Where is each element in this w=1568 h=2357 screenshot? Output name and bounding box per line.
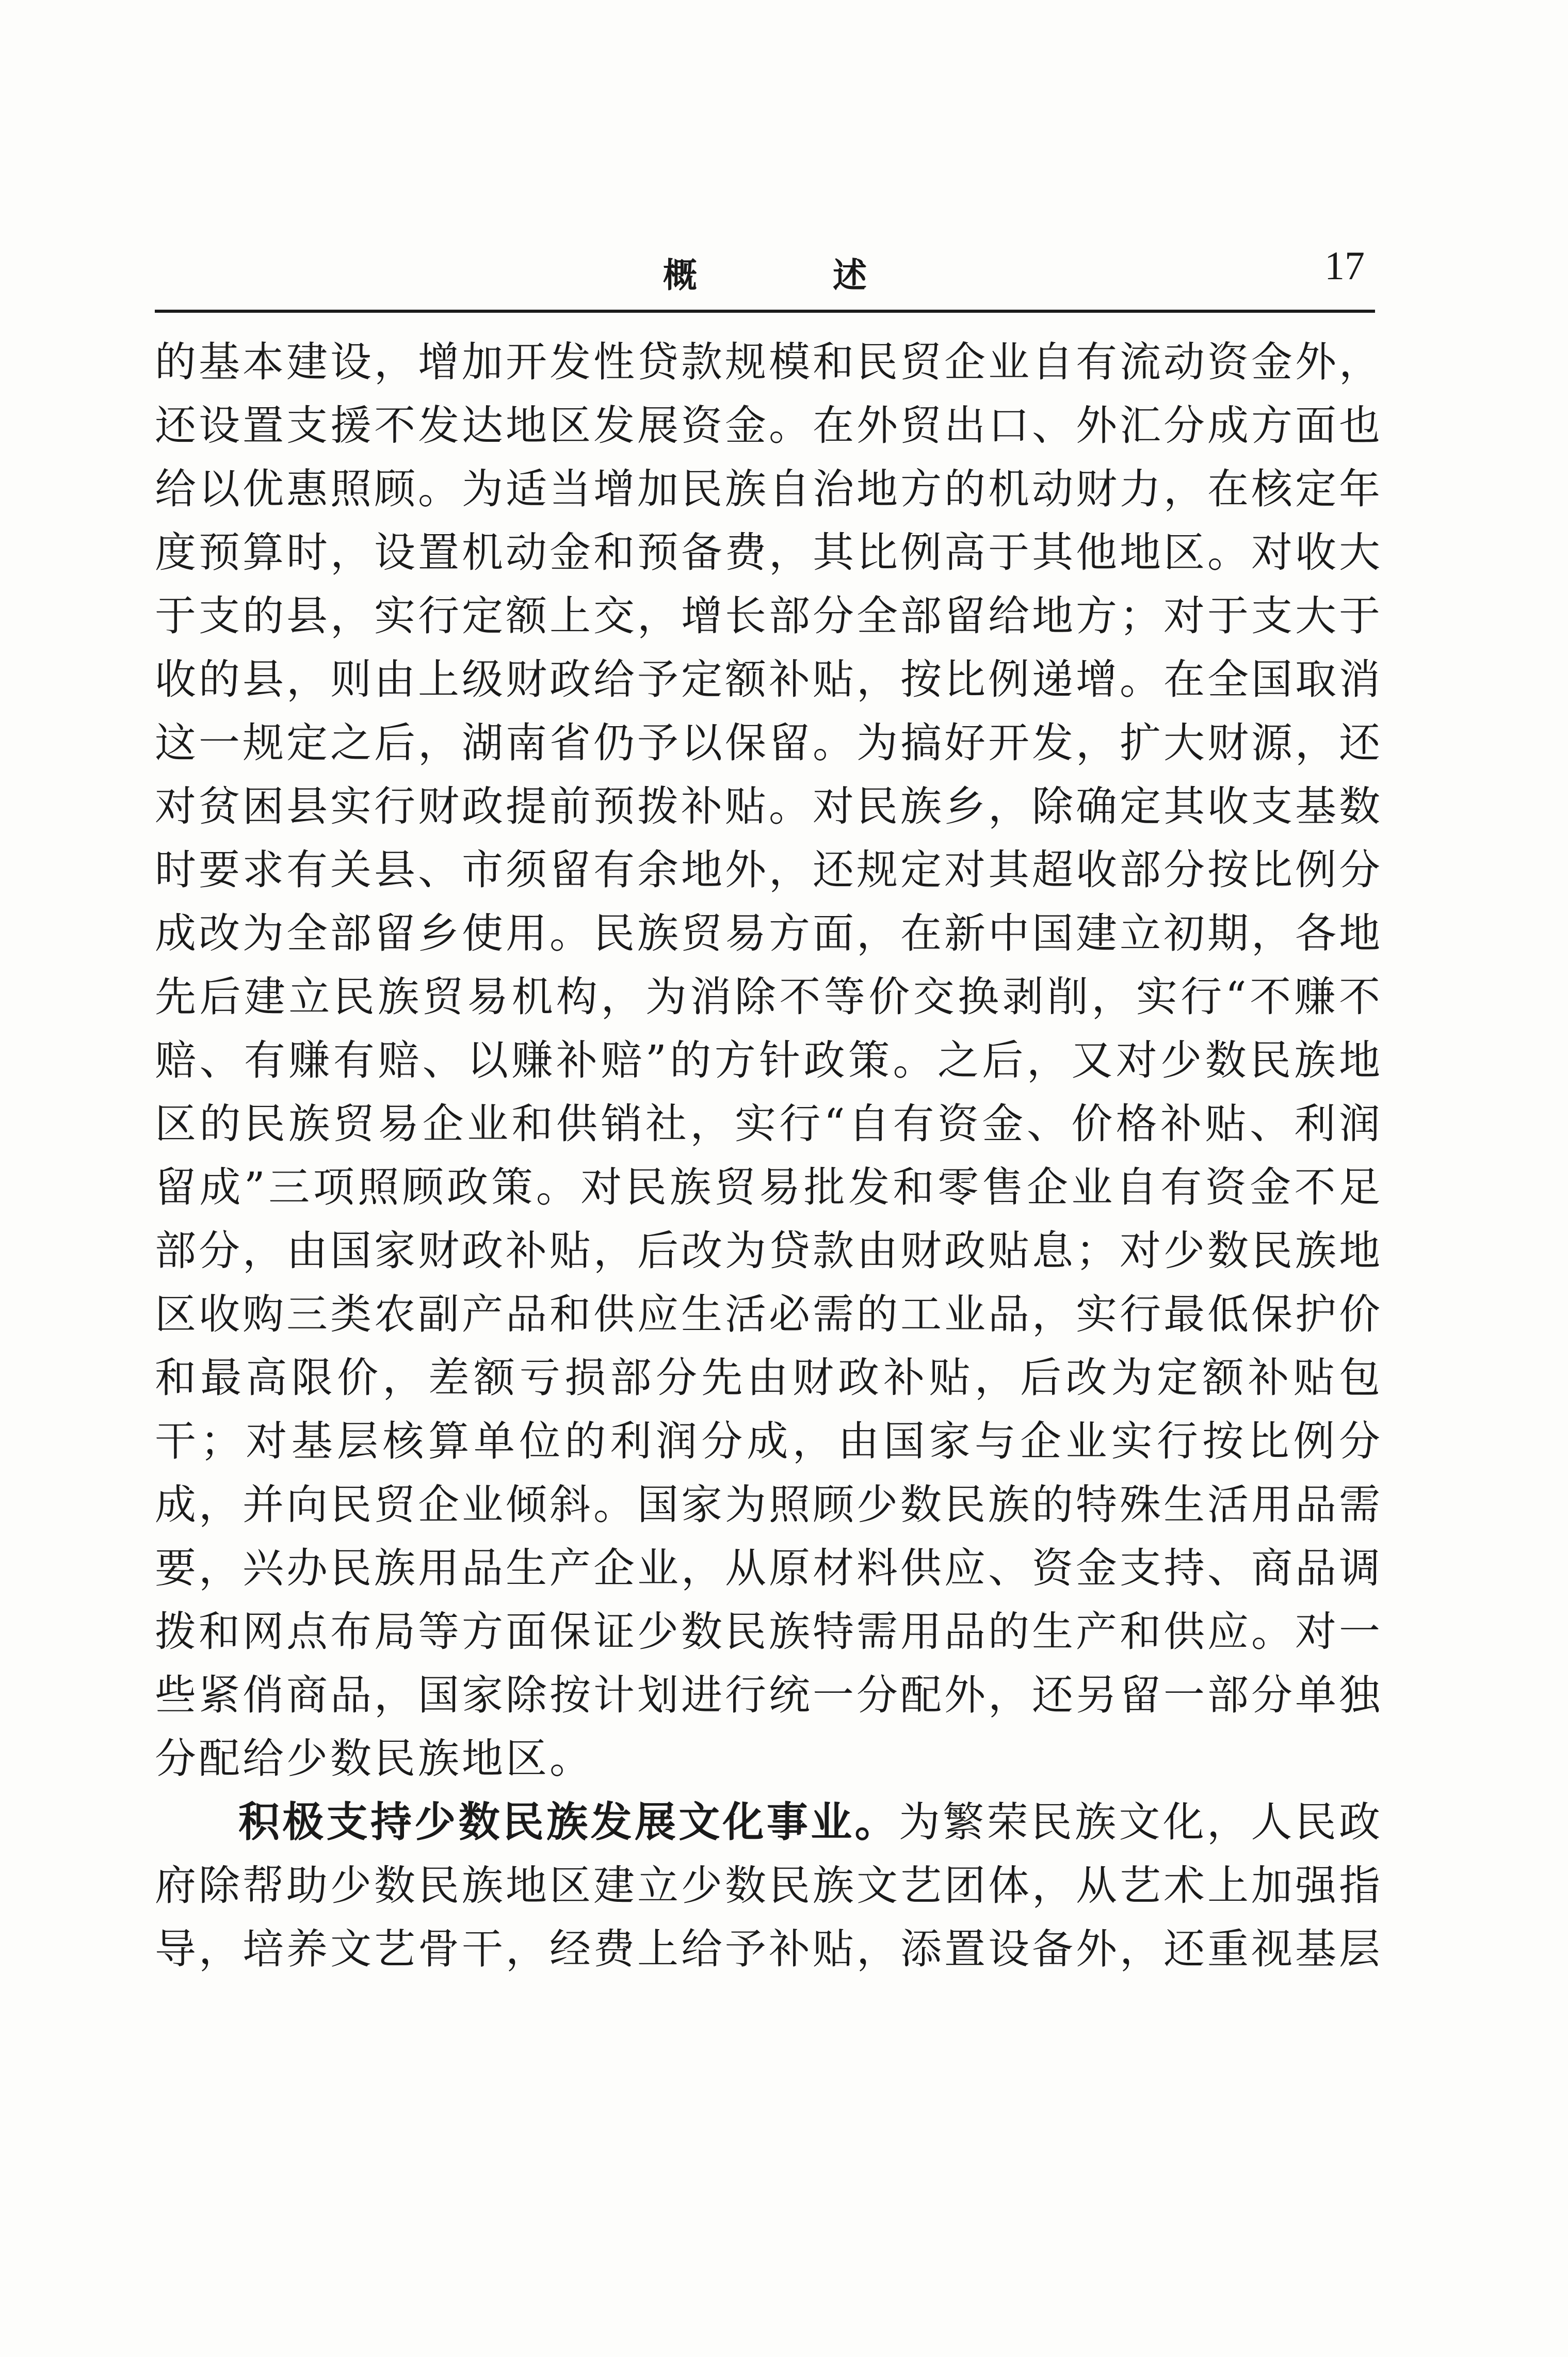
page-number: 17 [1324,243,1365,288]
paragraph-continued [155,330,1383,1790]
running-title: 概 述 [663,255,929,295]
paragraph-text: 的基本建设，增加开发性贷款规模和民贸企业自有流动资金外，还设置支援不发达地区发展资金。在外贸出口、外汇分成方面也给以优惠照顾。为适当增加民族自治地方的机动财力，在核定年度预算时，设置机动金和预备费，其比例高于其他地区。对收大于支的县，实行定额上交，增长部分全部留给地方；对于支大于收的县，则由上级财政给予定额补贴，按比例递增。在全国取消这一规定之后，湖南省仍予以保留。为搞好开发，扩大财源，还对贫困县实行财政提前预拨补贴。对民族乡，除确定其收支基数时要求有关县、市须留有余地外，还规定对其超收部分按比例分成改为全部留乡使用。民族贸易方面，在新中国建立初期，各地先后建立民族贸易机构，为消除不等价交换剥削，实行“不赚不赔、有赚有赔、以赚补赔”的方针政策。之后，又对少数民族地区的民族贸易企业和供销社，实行“自有资金、价格补贴、利润留成”三项照顾政策。对民族贸易批发和零售企业自有资金不足部分，由国家财政补贴，后改为贷款由财政贴息；对少数民族地区收购三类农副产品和供应生活必需的工业品，实行最低保护价和最高限价，差额亏损部分先由财政补贴，后改为定额补贴包干；对基层核算单位的利润分成，由国家与企业实行按比例分成，并向民贸企业倾斜。国家为照顾少数民族的特殊生活用品需要，兴办民族用品生产企业，从原材料供应、资金支持、商品调拨和网点布局等方面保证少数民族特需用品的生产和供应。对一些紧俏商品，国家除按计划进行统一分配外，还另留一部分单独分配给少数民族地区。 [155,338,1383,1783]
body-text [155,330,1383,1981]
paragraph-culture [155,1790,1383,1981]
paragraph-text: 为繁荣民族文化，人民政府除帮助少数民族地区建立少数民族文艺团体，从艺术上加强指导，培养文艺骨干，经费上给予补贴，添置设备外，还重视基层 [155,1798,1383,1973]
page-header [155,237,1375,313]
paragraph-lead-heading: 积极支持少数民族发展文化事业。 [238,1798,899,1846]
